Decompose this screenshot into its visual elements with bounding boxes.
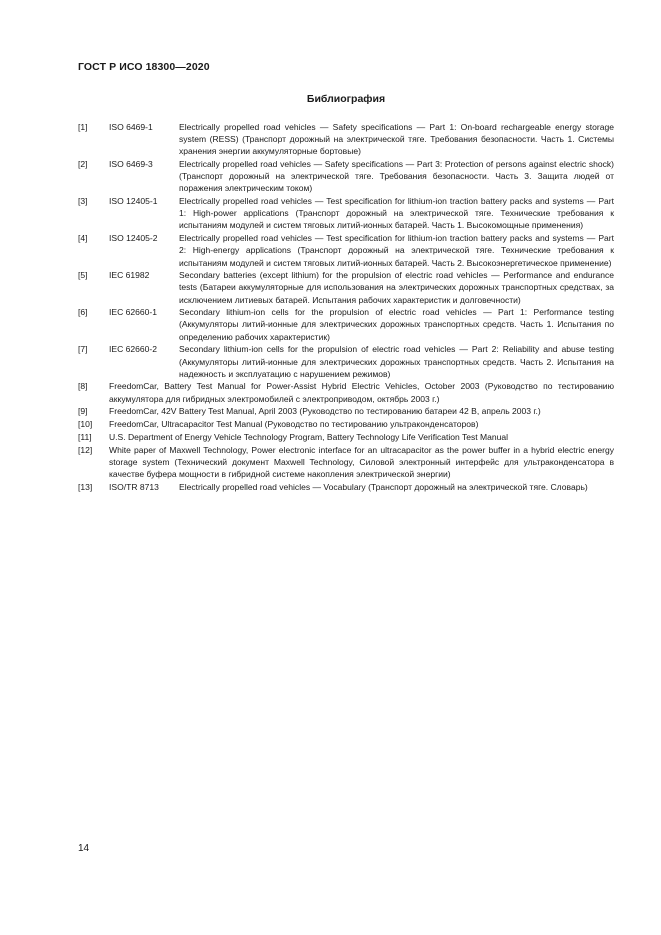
bibliography-entry — [78, 405, 614, 417]
entry-text: Electrically propelled road vehicles — Safety specifications — Part 3: Protection of persons against electric shock) (Транспорт дорожный на электрической тяге. Требования безопасности. Часть 3. Защита людей от поражения электрическим током) — [179, 159, 614, 194]
entry-code: IEC 62660-2 — [109, 344, 157, 355]
bibliography-list — [78, 121, 614, 493]
entry-text: Electrically propelled road vehicles — Safety specifications — Part 1: On-board rechargeable energy storage system (RESS) (Транспорт дорожный на электрической тяге. Требования безопасности. Часть 1. Системы хранения энергии аккумуляторные бортовые) — [179, 122, 614, 157]
bibliography-entry — [78, 269, 614, 305]
bibliography-entry — [78, 306, 614, 342]
entry-code: ISO 12405-1 — [109, 196, 158, 207]
entry-code: ISO 6469-3 — [109, 159, 153, 170]
bibliography-entry — [78, 444, 614, 480]
entry-number: [2] — [78, 159, 88, 170]
bibliography-entry — [78, 121, 614, 157]
entry-code: IEC 62660-1 — [109, 307, 157, 318]
bibliography-entry — [78, 232, 614, 268]
bibliography-entry — [78, 418, 614, 430]
entry-text: Electrically propelled road vehicles — Test specification for lithium-ion traction battery packs and systems — Part 2: High-energy applications (Транспорт дорожный на электрической тяге. Технические требования к испытаниям модулей и систем тяговых литий-ионных батарей. Часть 2. Высокоэнергетическое применение) — [179, 233, 614, 268]
entry-code: ISO 6469-1 — [109, 122, 153, 132]
entry-code: ISO 12405-2 — [109, 233, 158, 244]
entry-text: Secondary lithium-ion cells for the propulsion of electric road vehicles — Part 1: Performance testing (Аккумуляторы литий-ионные для электрических дорожных транспортных средств. Часть 1. Испытания по определению рабочих характеристик) — [179, 307, 614, 342]
bibliography-entry — [78, 431, 614, 443]
entry-text: White paper of Maxwell Technology, Power electronic interface for an ultracapacitor as the power buffer in a hybrid electric energy storage system (Технический документ Maxwell Technology, Силовой электронный интерфейс для ультраконденсатора в качестве буфера мощности в гибридной системе накопления электрической энергии) — [109, 444, 614, 479]
entry-text: FreedomCar, Battery Test Manual for Power-Assist Hybrid Electric Vehicles, October 2003 (Руководство по тестированию аккумулятора для гибридных электромобилей с электроприводом, октябрь 2003 г.) — [109, 381, 614, 404]
entry-text: Secondary batteries (except lithium) for the propulsion of electric road vehicles — Performance and endurance tests (Батареи аккумуляторные для использования на электрических дорожных транспортных средствах, за исключением литиевых батарей. Испытания рабочих характеристик и долговечности) — [179, 270, 614, 305]
document-header: ГОСТ Р ИСО 18300—2020 — [78, 61, 210, 73]
entry-text: Secondary lithium-ion cells for the propulsion of electric road vehicles — Part 2: Reliability and abuse testing (Аккумуляторы литий-ионные для электрических дорожных транспортных средств. Часть 2. Испытания на надежность и эксплуатацию с нарушением режимов) — [179, 344, 614, 379]
entry-code: IEC 61982 — [109, 270, 150, 281]
entry-text: FreedomCar, 42V Battery Test Manual, April 2003 (Руководство по тестированию батареи 42 В, апрель 2003 г.) — [109, 406, 541, 417]
bibliography-entry — [78, 380, 614, 404]
page-number: 14 — [78, 843, 90, 854]
entry-code: ISO/TR 8713 — [109, 481, 159, 492]
entry-number: [10] — [78, 419, 93, 430]
entry-number: [12] — [78, 444, 93, 455]
entry-text: FreedomCar, Ultracapacitor Test Manual (Руководство по тестированию ультраконденсаторов) — [109, 419, 479, 430]
entry-text: U.S. Department of Energy Vehicle Technology Program, Battery Technology Life Verification Test Manual — [109, 431, 509, 442]
entry-number: [11] — [78, 431, 92, 442]
entry-text: Electrically propelled road vehicles — Test specification for lithium-ion traction battery packs and systems — Part 1: High-power applications (Транспорт дорожный на электрической тяге. Технические требования к испытаниям модулей и систем тяговых литий-ионных батарей. Часть 1. Высокомощные применения) — [179, 196, 614, 231]
bibliography-entry — [78, 481, 614, 493]
bibliography-entry — [78, 343, 614, 379]
entry-number: [6] — [78, 307, 88, 318]
bibliography-entry — [78, 195, 614, 231]
entry-number: [7] — [78, 344, 88, 355]
entry-number: [9] — [78, 406, 88, 417]
entry-number: [13] — [78, 481, 93, 492]
entry-number: [8] — [78, 381, 88, 392]
entry-number: [4] — [78, 233, 88, 244]
bibliography-title: Библиография — [306, 93, 386, 105]
bibliography-entry — [78, 158, 614, 194]
entry-number: [3] — [78, 196, 88, 207]
entry-number: [5] — [78, 270, 88, 281]
entry-text: Electrically propelled road vehicles — Vocabulary (Транспорт дорожный на электрической тяге. Словарь) — [179, 481, 588, 492]
entry-number: [1] — [78, 122, 88, 132]
